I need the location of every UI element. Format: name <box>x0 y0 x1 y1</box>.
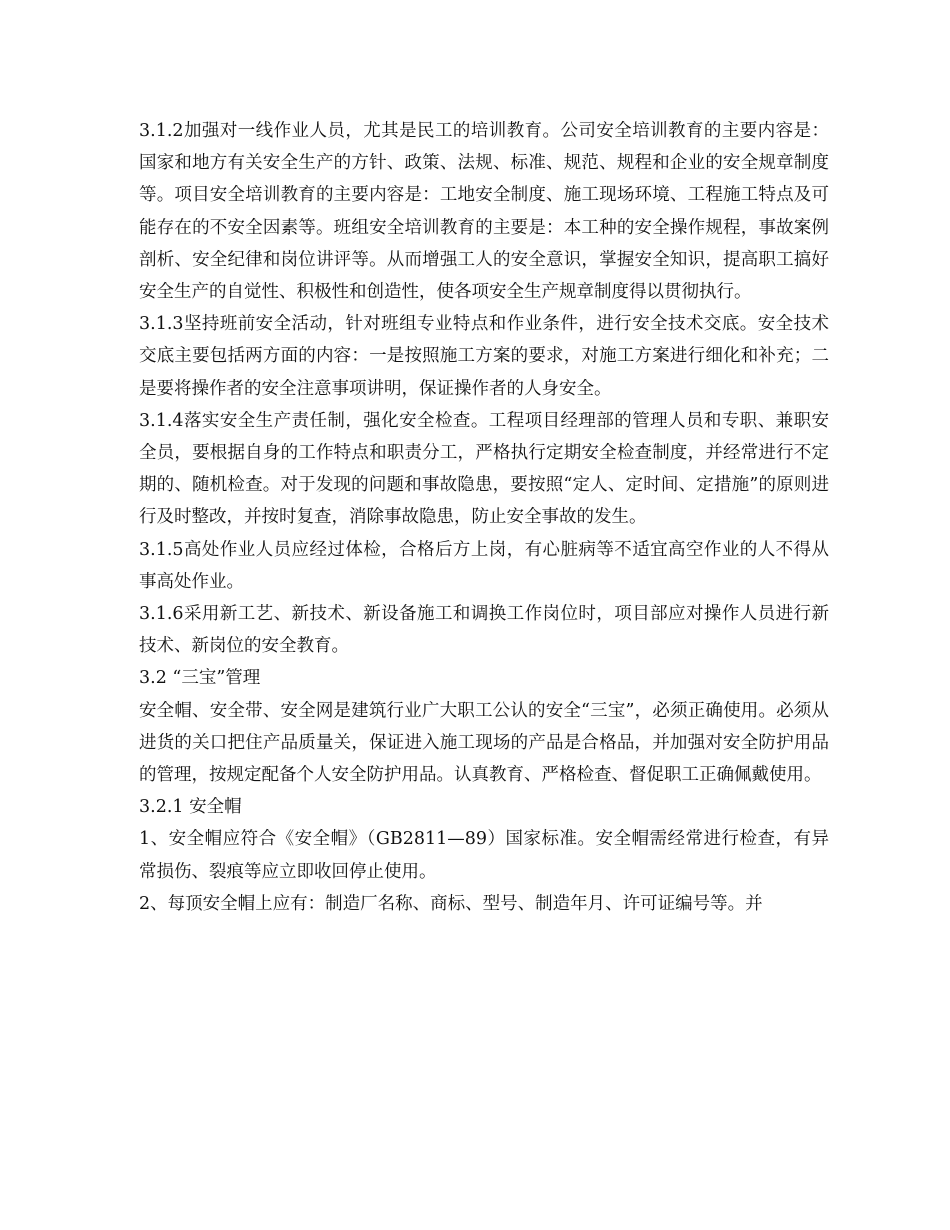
document-body <box>139 115 829 920</box>
paragraph-3-1-4: 3.1.4落实安全生产责任制，强化安全检查。工程项目经理部的管理人员和专职、兼职安全员，要根据自身的工作特点和职责分工，严格执行定期安全检查制度，并经常进行不定期的、随机检查。对于发现的问题和事故隐患，要按照“定人、定时间、定措施”的原则进行及时整改，并按时复查，消除事故隐患，防止安全事故的发生。 <box>139 410 829 528</box>
paragraph-3-1-6: 3.1.6采用新工艺、新技术、新设备施工和调换工作岗位时，项目部应对操作人员进行新技术、新岗位的安全教育。 <box>139 604 829 657</box>
paragraph-3-1-3: 3.1.3坚持班前安全活动，针对班组专业特点和作业条件，进行安全技术交底。安全技术交底主要包括两方面的内容：一是按照施工方案的要求，对施工方案进行细化和补充；二是要将操作者的安全注意事项讲明，保证操作者的人身安全。 <box>139 314 829 399</box>
section-heading-3-2: 3.2 “三宝”管理 <box>139 668 261 689</box>
section-heading-3-2-1: 3.2.1 安全帽 <box>139 797 242 818</box>
list-item-2: 2、每顶安全帽上应有：制造厂名称、商标、型号、制造年月、许可证编号等。并 <box>139 893 763 914</box>
paragraph-three-treasures: 安全帽、安全带、安全网是建筑行业广大职工公认的安全“三宝”，必须正确使用。必须从进货的关口把住产品质量关，保证进入施工现场的产品是合格品，并加强对安全防护用品的管理，按规定配备个人安全防护用品。认真教育、严格检查、督促职工正确佩戴使用。 <box>139 700 829 786</box>
paragraph-3-1-5: 3.1.5高处作业人员应经过体检，合格后方上岗，有心脏病等不适宜高空作业的人不得从事高处作业。 <box>139 539 829 592</box>
list-item-1: 1、安全帽应符合《安全帽》（GB2811—89）国家标准。安全帽需经常进行检查，有异常损伤、裂痕等应立即收回停止使用。 <box>139 829 829 882</box>
paragraph-3-1-2: 3.1.2加强对一线作业人员，尤其是民工的培训教育。公司安全培训教育的主要内容是：国家和地方有关安全生产的方针、政策、法规、标准、规范、规程和企业的安全规章制度等。项目安全培训教育的主要内容是：工地安全制度、施工现场环境、工程施工特点及可能存在的不安全因素等。班组安全培训教育的主要是：本工种的安全操作规程，事故案例剖析、安全纪律和岗位讲评等。从而增强工人的安全意识，掌握安全知识，提高职工搞好安全生产的自觉性、积极性和创造性，使各项安全生产规章制度得以贯彻执行。 <box>139 121 829 303</box>
